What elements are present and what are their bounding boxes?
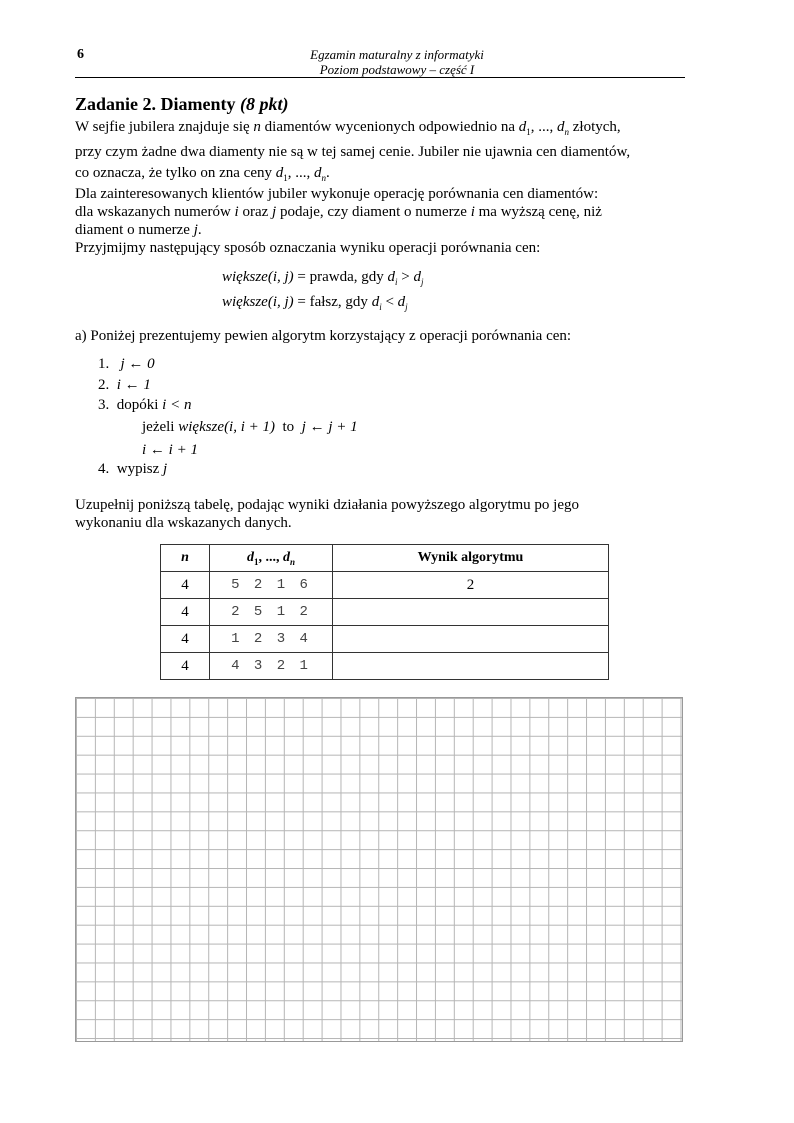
table-row (161, 626, 609, 653)
func-args: (i, i + 1) (224, 419, 276, 435)
step-num: 1. (98, 356, 110, 372)
var-j: j (272, 204, 277, 220)
task-paragraph-7: Przyjmijmy następujący sposób oznaczania wyniku operacji porównania cen: (75, 240, 541, 256)
text: W sejfie jubilera znajduje się (75, 119, 250, 135)
header-divider (75, 77, 685, 78)
cell-d: 2 5 1 2 (210, 599, 333, 626)
text: . (325, 165, 330, 181)
task-paragraph-2: przy czym żadne dwa diamenty nie są w tej samej cenie. Jubiler nie ujawnia cen diamentów, (75, 144, 631, 160)
text: , ..., (287, 165, 314, 181)
step-code: i ← i + 1 (142, 442, 198, 458)
cell-d: 4 3 2 1 (210, 653, 333, 680)
operator: < (381, 294, 398, 310)
step-code: j (163, 461, 168, 477)
task-paragraph-4: Dla zainteresowanych klientów jubiler wykonuje operację porównania cen diamentów: (75, 186, 599, 202)
keyword: wypisz (116, 461, 160, 477)
step-code: i < n (162, 397, 192, 413)
exam-header (0, 47, 794, 77)
formula-true (222, 266, 424, 294)
text: co oznacza, że tylko on zna ceny (75, 165, 272, 181)
cell-n: 4 (161, 572, 210, 599)
cell-result[interactable] (333, 626, 609, 653)
col-header-n: n (161, 545, 210, 572)
table-row (161, 653, 609, 680)
cell-d: 5 2 1 6 (210, 572, 333, 599)
var-d: d (313, 165, 322, 181)
text: oraz (242, 204, 269, 220)
col-header-d: $d_1$, ..., $d_n$ (210, 545, 333, 572)
step-num: 3. (98, 397, 110, 413)
instruction-line-2: wykonaniu dla wskazanych danych. (75, 515, 292, 531)
sub: i (379, 302, 382, 312)
text: . (197, 222, 202, 238)
keyword: jeżeli (142, 419, 175, 435)
algo-step-3-if (142, 416, 358, 439)
var-i: i (234, 204, 239, 220)
sub: 1 (526, 127, 531, 137)
var-i: i (470, 204, 475, 220)
keyword: dopóki (116, 397, 159, 413)
cell-result[interactable]: 2 (333, 572, 609, 599)
var-d: d (518, 119, 527, 135)
var-d: d (275, 165, 284, 181)
text: dla wskazanych numerów (75, 204, 231, 220)
sub: n (321, 173, 326, 183)
text: diament o numerze (75, 222, 190, 238)
task-title: Zadanie 2. Diamenty (75, 94, 236, 114)
var-d: d (557, 119, 565, 135)
sub: i (395, 277, 398, 287)
scratch-grid[interactable] (75, 697, 683, 1042)
text: podaje, czy diament o numerze (279, 204, 467, 220)
var-d: d (397, 294, 406, 310)
task-points: (8 pkt) (240, 94, 289, 114)
table-row (161, 599, 609, 626)
algo-step-3 (98, 394, 191, 417)
table-header-row (161, 545, 609, 572)
text: = fałsz, gdy (293, 294, 372, 310)
func-args: (i, j) (267, 269, 294, 285)
instruction-line-1: Uzupełnij poniższą tabelę, podając wyniki działania powyższego algorytmu po jego (75, 497, 580, 513)
func-name: większe (178, 419, 225, 435)
cell-d: 1 2 3 4 (210, 626, 333, 653)
text: złotych, (572, 119, 621, 135)
operator: > (397, 269, 414, 285)
header-title-line1: Egzamin maturalny z informatyki (310, 47, 484, 62)
text: diamentów wycenionych odpowiednio na (264, 119, 516, 135)
var-n: n (253, 119, 261, 135)
cell-result[interactable] (333, 653, 609, 680)
func-args: (i, j) (267, 294, 294, 310)
step-code: i ← 1 (116, 377, 151, 393)
sub: n (564, 127, 570, 137)
table-row (161, 572, 609, 599)
var-d: d (387, 269, 396, 285)
task-heading (75, 94, 289, 115)
header-title-line2: Poziom podstawowy – część I (319, 62, 475, 77)
step-code: j ← 0 (120, 356, 155, 372)
part-a-intro: a) Poniżej prezentujemy pewien algorytm korzystający z operacji porównania cen: (75, 328, 572, 344)
cell-result[interactable] (333, 599, 609, 626)
func-name: większe (222, 294, 268, 310)
results-table (160, 544, 609, 680)
formula-false (222, 291, 408, 319)
sub: 1 (283, 173, 288, 183)
keyword: to (282, 419, 295, 435)
cell-n: 4 (161, 599, 210, 626)
step-code: j ← j + 1 (301, 419, 358, 435)
text: , ..., (530, 119, 558, 135)
var-d: d (413, 269, 421, 285)
var-d: d (371, 294, 380, 310)
sub: j (405, 302, 408, 312)
step-num: 2. (98, 377, 110, 393)
task-paragraph-1 (75, 116, 685, 144)
var-j: j (193, 222, 198, 238)
func-name: większe (222, 269, 268, 285)
text: ma wyższą cenę, niż (478, 204, 602, 220)
text: = prawda, gdy (293, 269, 388, 285)
algo-step-1 (98, 353, 155, 376)
cell-n: 4 (161, 653, 210, 680)
step-num: 4. (98, 461, 110, 477)
page-number: 6 (77, 47, 84, 62)
algo-step-4 (98, 458, 167, 481)
cell-n: 4 (161, 626, 210, 653)
sub: j (421, 277, 424, 287)
col-header-result: Wynik algorytmu (333, 545, 609, 572)
